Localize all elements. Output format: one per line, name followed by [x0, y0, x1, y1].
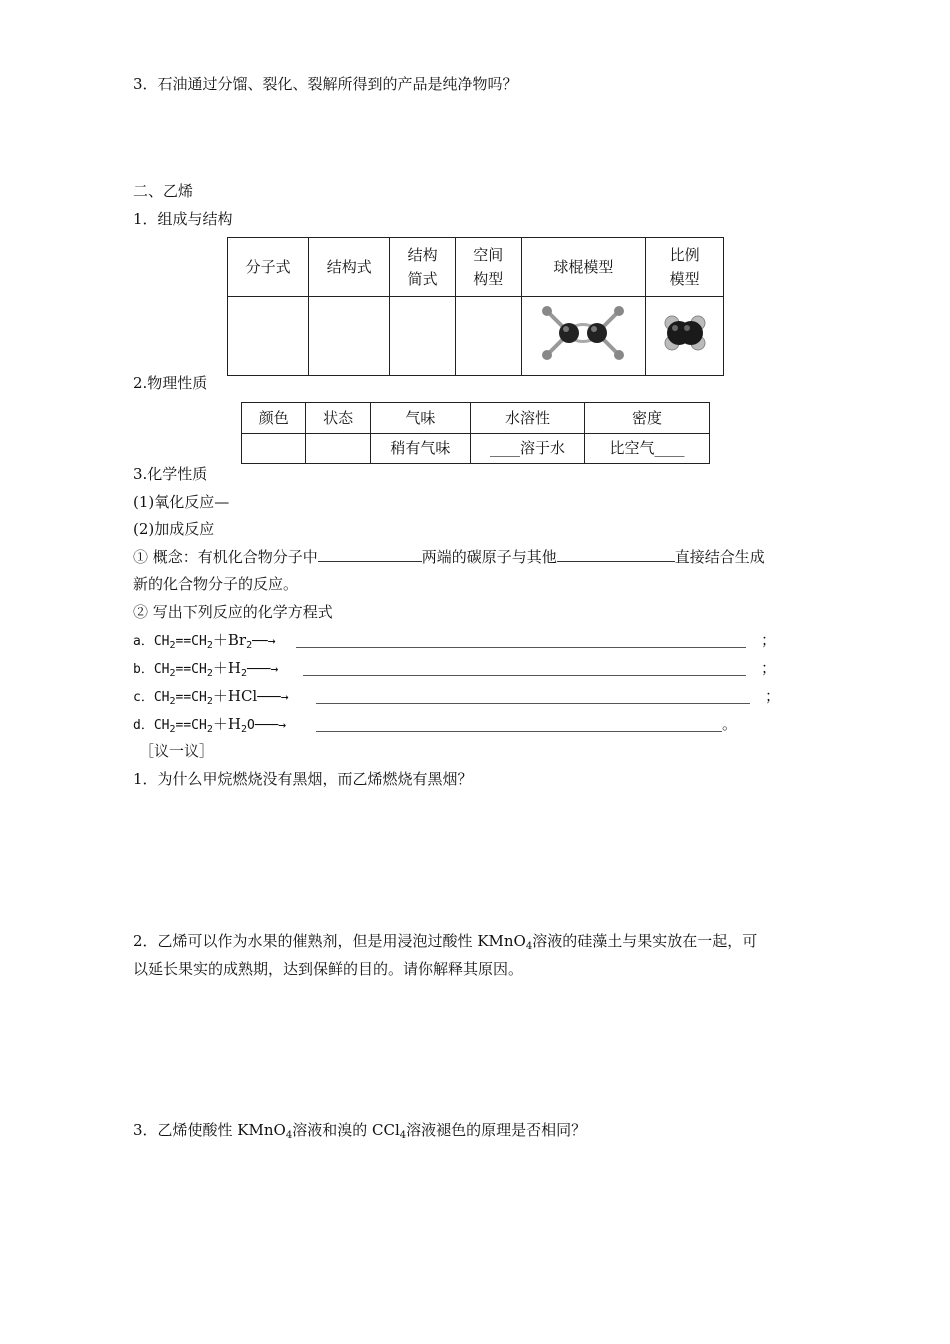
discussion-question-1: 1．为什么甲烷燃烧没有黑烟，而乙烯燃烧有黑烟？ — [133, 770, 473, 788]
concept-line — [133, 547, 765, 567]
equation-c: c．$CH_2==CH_2+HCl───\to$ — [133, 687, 289, 707]
concept-text-a: ① 概念：有机化合物分子中 — [133, 548, 318, 566]
write-equations-instruction: ② 写出下列反应的化学方程式 — [133, 603, 333, 621]
header-simplified-formula: 结构简式 — [390, 238, 456, 297]
discussion-question-2: 2．乙烯可以作为水果的催熟剂，但是用浸泡过酸性 KMnO$_4$溶液的硅藻土与果实放在一起，可 — [133, 932, 758, 952]
concept-text-c: 直接结合生成 — [674, 548, 765, 566]
space-filling-model-image — [660, 308, 710, 358]
subsection-chemical-title: 3.化学性质 — [133, 465, 208, 483]
equation-c-answer-line[interactable] — [316, 703, 750, 704]
structure-table — [227, 237, 724, 376]
header-state: 状态 — [306, 403, 370, 434]
concept-blank-1[interactable] — [318, 547, 422, 562]
cell-odor: 稍有气味 — [370, 433, 470, 464]
cell-structural-formula[interactable] — [309, 297, 390, 376]
physical-properties-table — [241, 402, 710, 464]
header-odor: 气味 — [370, 403, 470, 434]
oxidation-item: (1)氧化反应— — [133, 493, 230, 511]
cell-color[interactable] — [242, 433, 306, 464]
equation-a: a．$CH_2==CH_2+Br_2──\to$ — [133, 631, 276, 651]
discussion-question-3: 3．乙烯使酸性 KMnO$_4$溶液和溴的 CCl$_4$溶液褪色的原理是否相同？ — [133, 1121, 587, 1141]
cell-molecular-formula[interactable] — [228, 297, 309, 376]
cell-state[interactable] — [306, 433, 370, 464]
header-ball-stick-model: 球棍模型 — [521, 238, 646, 297]
equation-d-answer-line[interactable] — [316, 731, 722, 732]
equation-b-end: ； — [761, 659, 777, 677]
discussion-title: ［议一议］ — [139, 742, 215, 760]
subsection-physical-title: 2.物理性质 — [133, 374, 208, 392]
equation-c-end: ； — [765, 687, 781, 705]
concept-text-b: 两端的碳原子与其他 — [421, 548, 557, 566]
section-title: 二、乙烯 — [133, 182, 194, 200]
discussion-question-2-cont: 以延长果实的成熟期，达到保鲜的目的。请你解释其原因。 — [133, 960, 524, 978]
cell-space-filling-model — [646, 297, 724, 376]
ball-stick-model-image — [533, 298, 633, 368]
cell-solubility: ____溶于水 — [470, 433, 584, 464]
subsection-composition-title: 1．组成与结构 — [133, 210, 233, 228]
equation-b-answer-line[interactable] — [303, 675, 746, 676]
equation-d-end: 。 — [722, 715, 738, 733]
header-space-filling-model: 比例模型 — [646, 238, 724, 297]
equation-a-answer-line[interactable] — [296, 647, 746, 648]
cell-simplified-formula[interactable] — [390, 297, 456, 376]
header-density: 密度 — [585, 403, 710, 434]
addition-item: (2)加成反应 — [133, 520, 215, 538]
header-color: 颜色 — [242, 403, 306, 434]
question-petroleum: 3．石油通过分馏、裂化、裂解所得到的产品是纯净物吗？ — [133, 75, 518, 93]
header-structural-formula: 结构式 — [309, 238, 390, 297]
equation-b: b．$CH_2==CH_2+H_2───\to$ — [133, 659, 279, 679]
concept-blank-2[interactable] — [557, 547, 675, 562]
cell-ball-stick-model — [521, 297, 646, 376]
header-spatial-shape: 空间构型 — [455, 238, 521, 297]
concept-line-2: 新的化合物分子的反应。 — [133, 575, 299, 593]
equation-a-end: ； — [761, 631, 777, 649]
header-solubility: 水溶性 — [470, 403, 584, 434]
cell-density: 比空气____ — [585, 433, 710, 464]
cell-spatial-shape[interactable] — [455, 297, 521, 376]
header-molecular-formula: 分子式 — [228, 238, 309, 297]
equation-d: d．$CH_2==CH_2+H_2O───\to$ — [133, 715, 287, 735]
